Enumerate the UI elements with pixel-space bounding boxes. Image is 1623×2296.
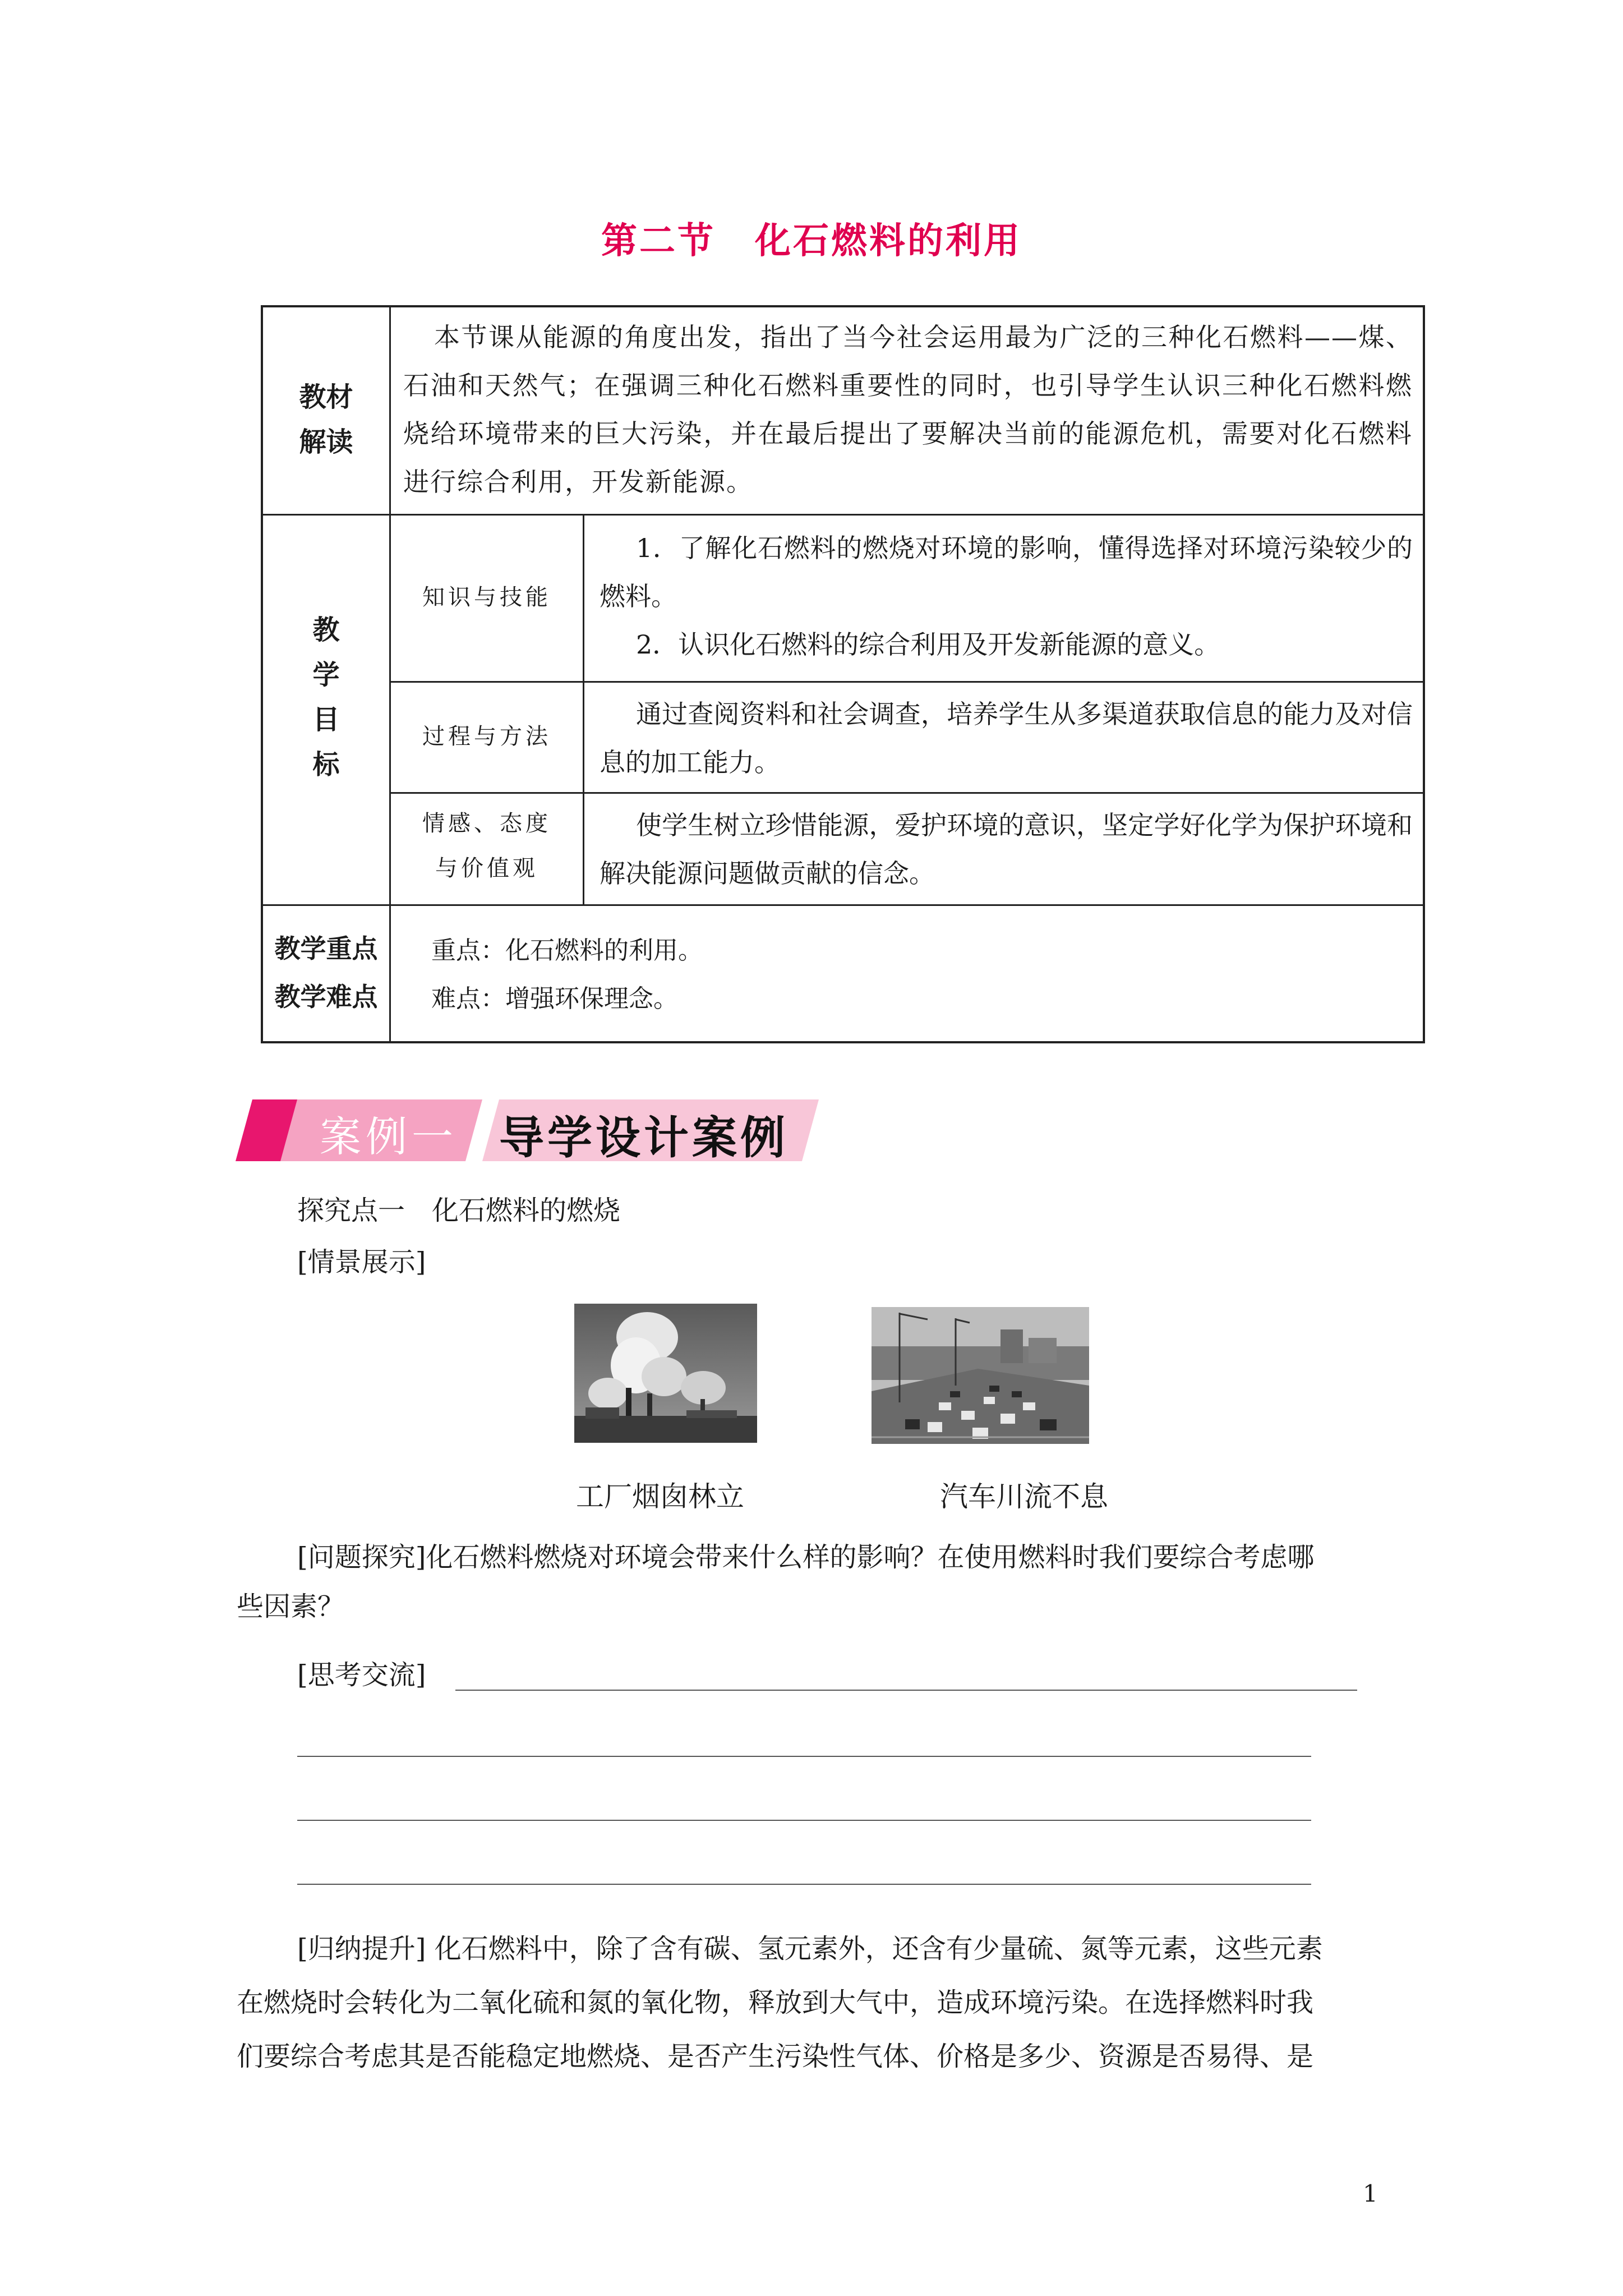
question-line-2: 些因素？ <box>237 1591 345 1622</box>
goal-label-process: 过程与方法 <box>422 724 551 749</box>
key-point-text: 重点：化石燃料的利用。 <box>431 936 703 965</box>
title-topic: 化石燃料的利用 <box>755 220 1022 262</box>
lesson-info-table <box>261 305 1425 1043</box>
answer-line-1[interactable] <box>455 1690 1357 1691</box>
question-line-1: [问题探究]化石燃料燃烧对环境会带来什么样的影响？在使用燃料时我们要综合考虑哪 <box>297 1542 1315 1573</box>
title-section: 第二节 <box>601 220 716 262</box>
factory-chimneys-photo <box>574 1304 757 1443</box>
traffic-photo <box>872 1307 1089 1444</box>
discussion-label: [思考交流] <box>297 1659 426 1691</box>
caption-factory: 工厂烟囱林立 <box>576 1480 744 1513</box>
material-reading-text: 本节课从能源的角度出发，指出了当今社会运用最为广泛的三种化石燃料——煤、石油和天然气；在强调三种化石燃料重要性的同时，也引导学生认识三种化石燃料燃烧给环境带来的巨大污染，并在最后提出了要解决当前的能源危机，需要对化石燃料进行综合利用，开发新能源。 <box>403 322 1413 497</box>
difficulty-text: 难点：增强环保理念。 <box>431 984 678 1013</box>
goal-label-emotion: 情感、态度 与价值观 <box>422 811 551 881</box>
page-number: 1 <box>1363 2180 1378 2207</box>
scene-label: [情景展示] <box>297 1246 426 1278</box>
goal-label-knowledge: 知识与技能 <box>422 585 551 610</box>
goal-process-text: 通过查阅资料和社会调查，培养学生从多渠道获取信息的能力及对信息的加工能力。 <box>600 699 1413 777</box>
summary-line-3: 们要综合考虑其是否能稳定地燃烧、是否产生污染性气体、价格是多少、资源是否易得、是 <box>237 2041 1314 2072</box>
answer-line-4[interactable] <box>297 1884 1311 1885</box>
goal-knowledge-item-1: 1．了解化石燃料的燃烧对环境的影响，懂得选择对环境污染较少的燃料。 <box>600 533 1413 611</box>
answer-line-3[interactable] <box>297 1820 1311 1821</box>
case-banner <box>236 1094 819 1167</box>
row-header-material: 教材 解读 <box>299 381 353 458</box>
summary-line-1: [归纳提升] 化石燃料中，除了含有碳、氢元素外，还含有少量硫、氮等元素，这些元素 <box>297 1933 1323 1964</box>
goal-knowledge-item-2: 2．认识化石燃料的综合利用及开发新能源的意义。 <box>636 629 1220 660</box>
goal-emotion-text: 使学生树立珍惜能源，爱护环境的意识，坚定学好化学为保护环境和解决能源问题做贡献的信念。 <box>600 810 1413 889</box>
page-title <box>0 212 1623 264</box>
banner-title: 导学设计案例 <box>499 1112 789 1164</box>
row-header-goals: 教 学 目 标 <box>312 614 340 780</box>
explore-heading: 探究点一 化石燃料的燃烧 <box>297 1195 621 1226</box>
summary-line-2: 在燃烧时会转化为二氧化硫和氮的氧化物，释放到大气中，造成环境污染。在选择燃料时我 <box>237 1987 1314 2018</box>
answer-line-2[interactable] <box>297 1756 1311 1757</box>
caption-traffic: 汽车川流不息 <box>940 1480 1108 1513</box>
banner-tag: 案例一 <box>320 1113 458 1161</box>
row-header-key-points: 教学重点 教学难点 <box>274 933 378 1012</box>
